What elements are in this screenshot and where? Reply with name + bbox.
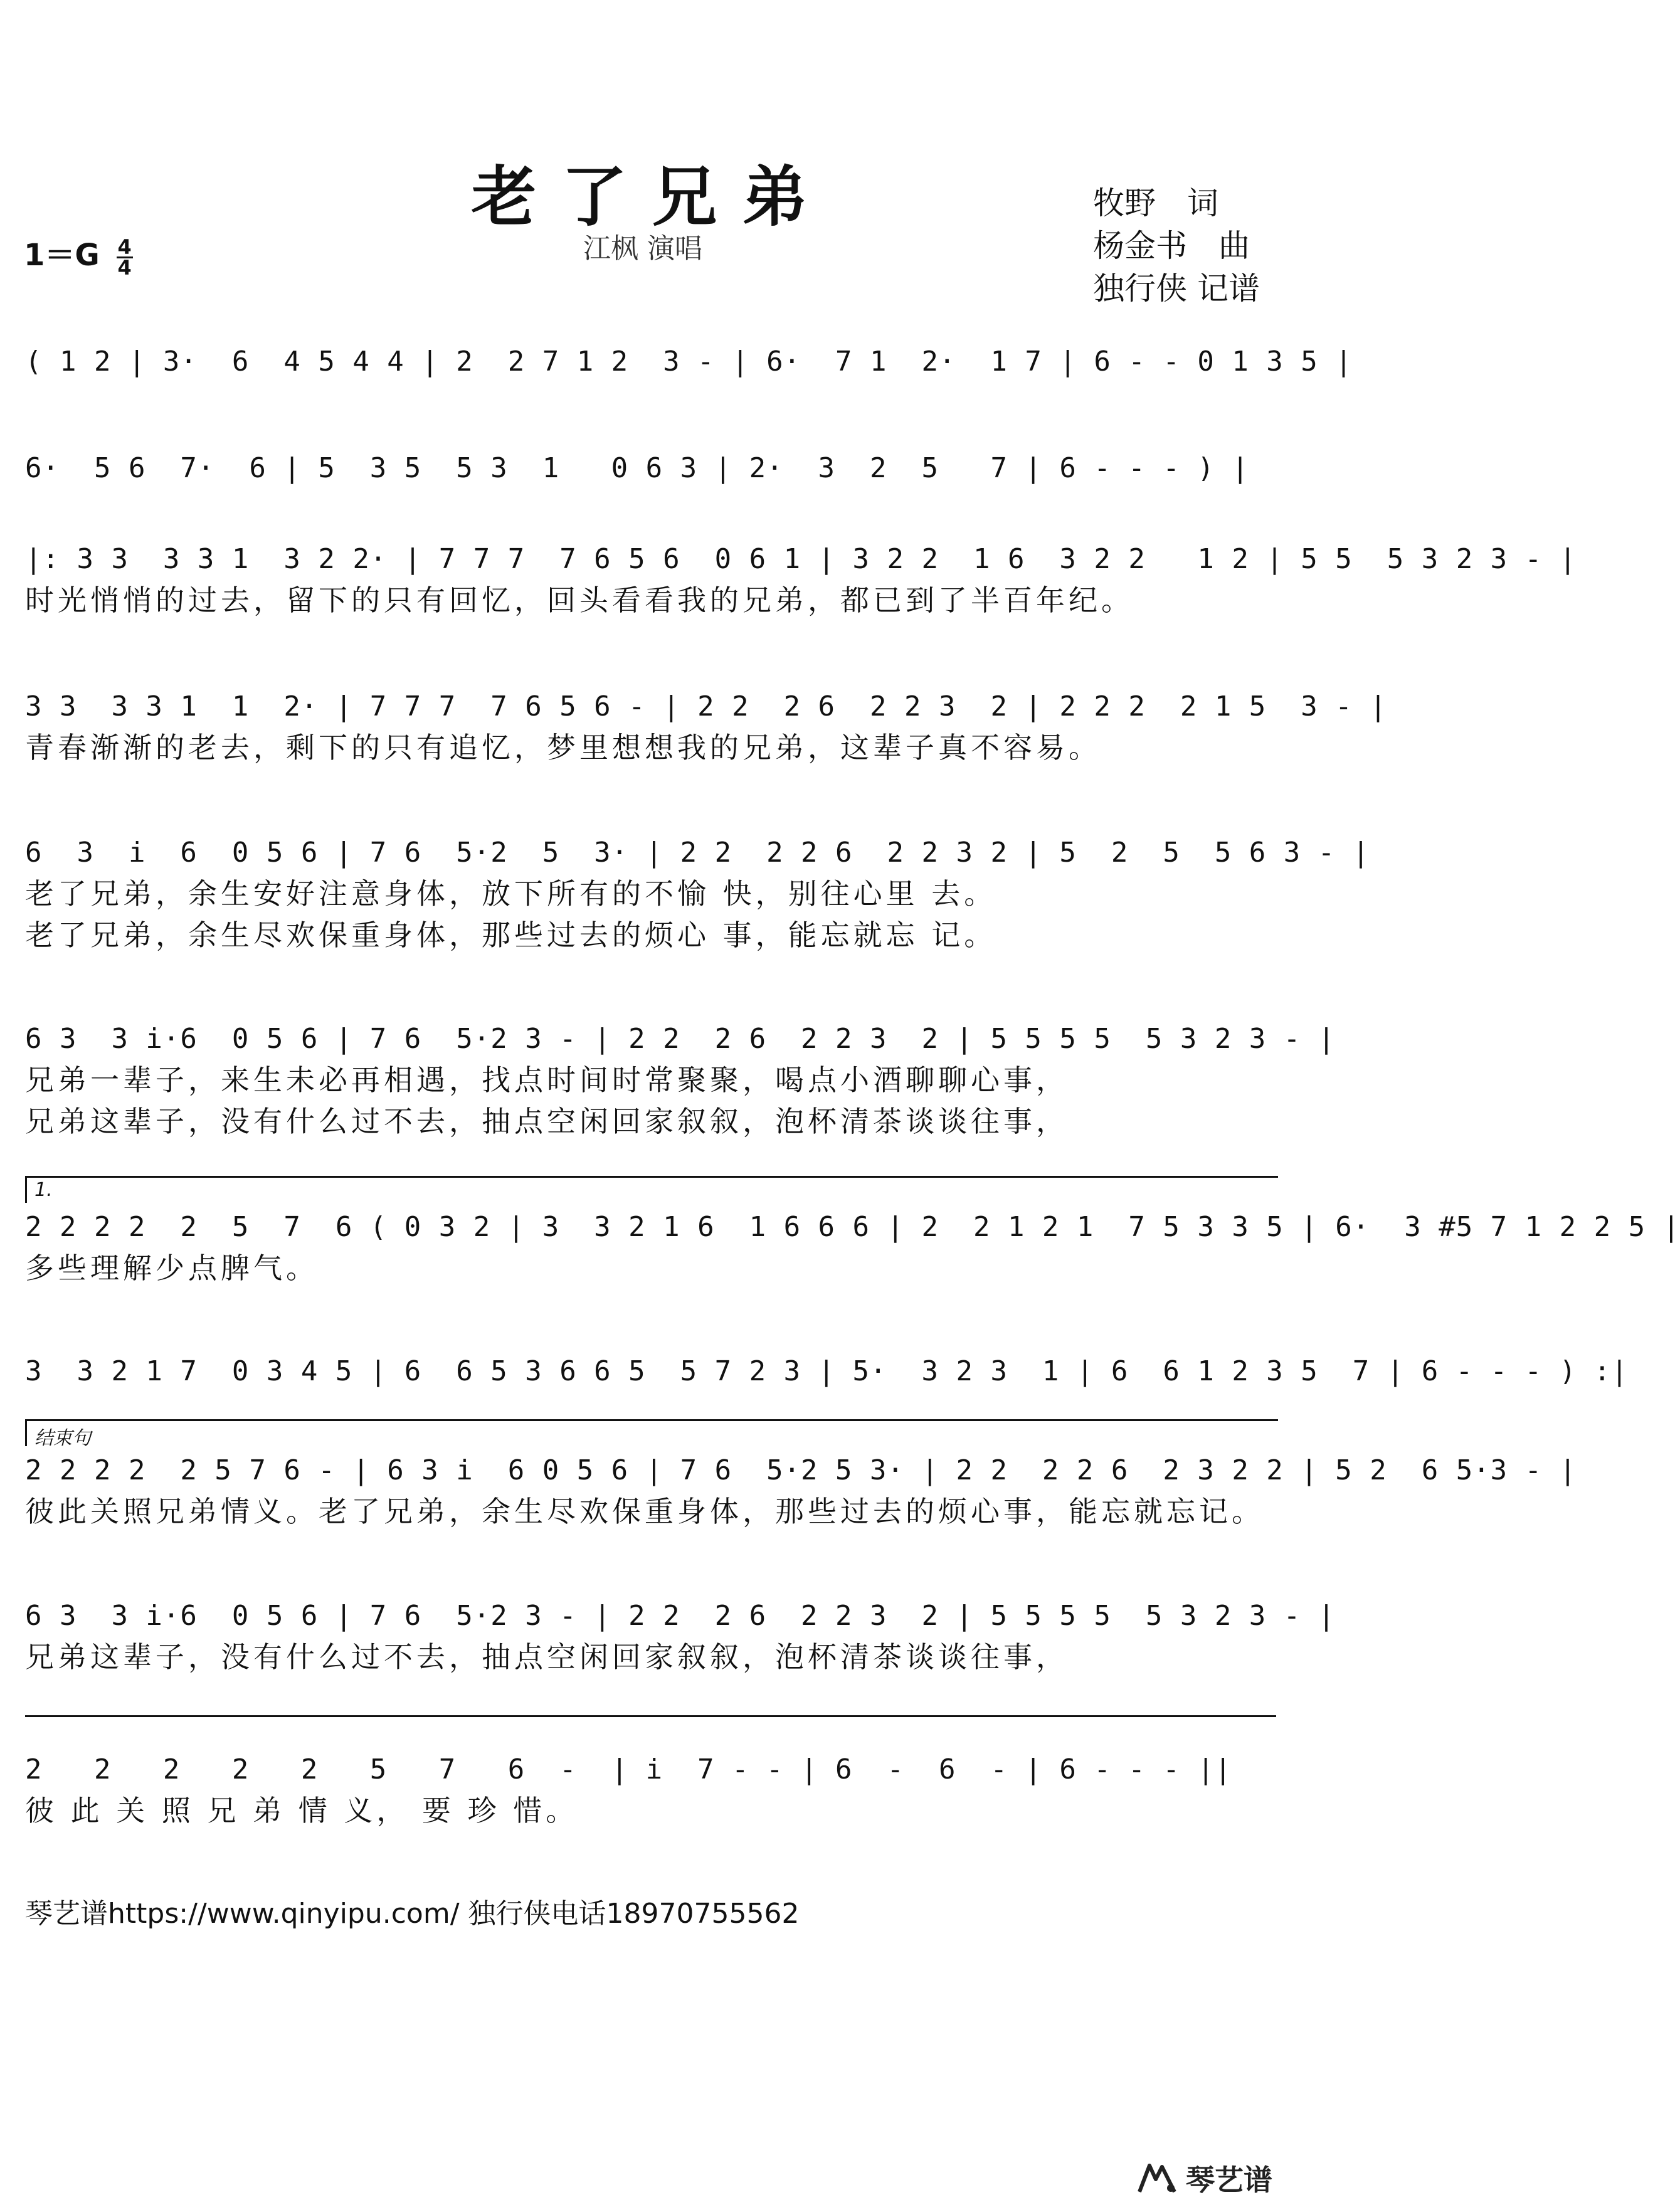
notation-line: 3 3 2 1 7 0 3 4 5 | 6 6 5 3 6 6 5 5 7 2 3 | 5· 3 2 3 1 | 6 6 1 2 3 5 7 | 6 - - - ) :| [25,1355,1629,1387]
score-line [25,448,1279,489]
score-line [25,1351,1629,1392]
phrase-bracket [25,1715,1276,1717]
lyric-line: 兄弟这辈子，没有什么过不去，抽点空闲回家叙叙，泡杯清茶谈谈往事， [25,1104,1069,1138]
notation-line: 6· 5 6 7· 6 | 5 3 5 5 3 1 0 6 3 | 2· 3 2 5 7 | 6 - - - ) | [25,452,1249,484]
score-line [25,1750,1279,1831]
score-line [25,1451,1577,1532]
lyric-line: 老了兄弟，余生安好注意身体，放下所有的不愉 快，别往心里 去。 [25,877,997,911]
time-signature-bottom: 4 [117,255,132,280]
volta-label: 1. [34,1179,53,1201]
score-line [25,1596,1336,1678]
notation-line: 6 3 3 i·6 0 5 6 | 7 6 5·2 3 - | 2 2 2 6 2 2 3 2 | 5 5 5 5 5 3 2 3 - | [25,1023,1336,1055]
lyric-line: 青春渐渐的老去，剩下的只有追忆，梦里想想我的兄弟，这辈子真不容易。 [25,731,1101,764]
lyric-line: 彼 此 关 照 兄 弟 情 义， 要 珍 惜。 [25,1794,579,1827]
transcriber-credit: 独行侠 记谱 [1093,270,1260,307]
notation-line: ( 1 2 | 3· 6 4 5 4 4 | 2 2 7 1 2 3 - | 6· 7 1 2· 1 7 | 6 - - 0 1 3 5 | [25,346,1353,378]
notation-line: 2 2 2 2 2 5 7 6 ( 0 3 2 | 3 3 2 1 6 1 6 6 6 | 2 2 1 2 1 7 5 3 3 5 | 6· 3 #5 7 1 2 2 5 | [25,1211,1680,1243]
lyricist-credit: 牧野 词 [1093,185,1219,221]
credits [1093,182,1260,310]
key-signature [24,231,133,280]
composer-credit: 杨金书 曲 [1093,228,1250,264]
score-line [25,342,1353,382]
site-logo [1136,2157,1272,2199]
notation-line: |: 3 3 3 3 1 3 2 2· | 7 7 7 7 6 5 6 0 6 1 | 3 2 2 1 6 3 2 2 1 2 | 5 5 5 3 2 3 - | [25,543,1577,575]
logo-text: 琴艺谱 [1186,2163,1272,2197]
key-label: 1＝G [24,238,100,273]
lyric-line: 多些理解少点脾气。 [25,1251,319,1285]
time-signature [117,235,133,280]
lyric-line: 兄弟这辈子，没有什么过不去，抽点空闲回家叙叙，泡杯清茶谈谈往事， [25,1640,1069,1674]
notation-line: 2 2 2 2 2 5 7 6 - | 6 3 i 6 0 5 6 | 7 6 5·2 5 3· | 2 2 2 2 6 2 3 2 2 | 5 2 6 5·3 - | [25,1454,1577,1486]
score-line [25,539,1577,621]
song-title: 老了兄弟 [471,158,833,235]
lyric-line: 时光悄悄的过去，留下的只有回忆，回头看看我的兄弟，都已到了半百年纪。 [25,583,1134,617]
lyric-line: 兄弟一辈子，来生未必再相遇，找点时间时常聚聚，喝点小酒聊聊心事， [25,1063,1069,1097]
notation-line: 6 3 i 6 0 5 6 | 7 6 5·2 5 3· | 2 2 2 2 6 2 2 3 2 | 5 2 5 5 6 3 - | [25,837,1370,869]
notation-line: 2 2 2 2 2 5 7 6 - | i 7 - - | 6 - 6 - | 6 - - - || [25,1753,1232,1785]
score-line [25,1207,1680,1289]
time-signature-top: 4 [117,235,132,259]
footer-source: 琴艺谱https://www.qinyipu.com/ 独行侠电话18970755562 [25,1898,800,1930]
score-line [25,833,1370,956]
score-line [25,687,1387,768]
lyric-line: 彼此关照兄弟情义。老了兄弟，余生尽欢保重身体，那些过去的烦心事，能忘就忘记。 [25,1494,1264,1528]
lyric-line: 老了兄弟，余生尽欢保重身体，那些过去的烦心 事，能忘就忘 记。 [25,918,997,952]
score-line [25,1019,1336,1142]
volta-bracket [25,1419,1278,1449]
singer-credit: 江枫 演唱 [583,233,702,265]
volta-bracket [25,1176,1278,1203]
notation-line: 3 3 3 3 1 1 2· | 7 7 7 7 6 5 6 - | 2 2 2 6 2 2 3 2 | 2 2 2 2 1 5 3 - | [25,690,1387,722]
volta-label: 结束句 [34,1427,91,1449]
music-note-logo-icon [1136,2160,1180,2196]
notation-line: 6 3 3 i·6 0 5 6 | 7 6 5·2 3 - | 2 2 2 6 2 2 3 2 | 5 5 5 5 5 3 2 3 - | [25,1600,1336,1632]
